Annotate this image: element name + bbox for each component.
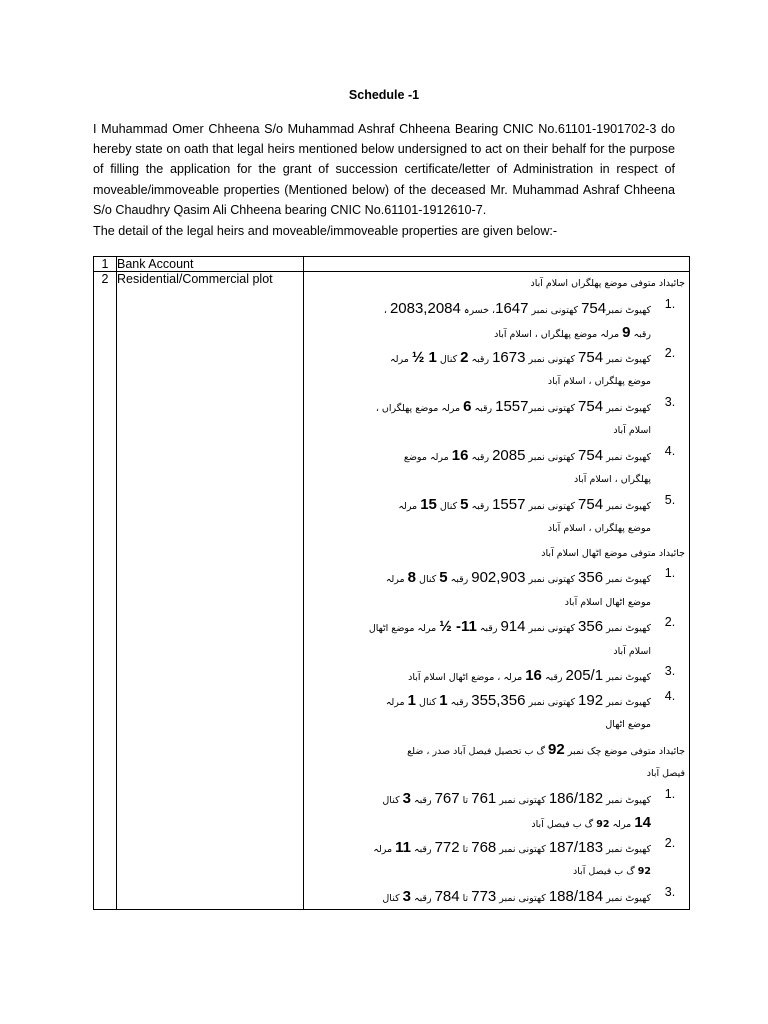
item-line: کھیوٹ نمبر 192 کھتونی نمبر 355,356 رقبہ 1 کنال 1 مرلہ bbox=[385, 691, 651, 709]
item-number: 4. bbox=[664, 443, 676, 458]
section-heading-cont: فیصل آباد bbox=[646, 768, 685, 779]
list-item bbox=[304, 395, 689, 444]
intro-paragraph: I Muhammad Omer Chheena S/o Muhammad Ashraf Chheena Bearing CNIC No.61101-1901702-3 do hereby state on oath that legal heirs mentioned below undersigned to act on their behalf for the purpose of filling the application for the grant of succession certificate/letter of Administration in respect of moveable/immoveable properties (Mentioned below) of the deceased Mr. Muhammad Ashraf Chheena S/o Chaudhry Qasim Ali Chheena bearing CNIC No.61101-1912610-7. bbox=[93, 122, 675, 217]
item-number: 1. bbox=[664, 296, 676, 311]
item-line: کھیوٹ نمبر 186/182 کھتونی نمبر 761 تا 767 رقبہ 3 کنال bbox=[382, 789, 651, 807]
item-number: 1. bbox=[664, 566, 676, 580]
item-line: موضع پھلگراں ، اسلام آباد bbox=[547, 376, 651, 387]
section-heading: جائیداد متوفی موضع پھلگراں اسلام آباد bbox=[530, 278, 685, 289]
item-number: 5. bbox=[664, 492, 676, 507]
row-label: Bank Account bbox=[117, 257, 304, 272]
item-number: 3. bbox=[664, 884, 676, 899]
list-item bbox=[304, 787, 689, 836]
item-line: کھیوٹ نمبر 188/184 کھتونی نمبر 773 تا 784 رقبہ 3 کنال bbox=[382, 887, 651, 905]
item-line: اسلام آباد bbox=[613, 645, 651, 657]
list-item bbox=[304, 664, 689, 689]
document-title: Schedule -1 bbox=[348, 88, 420, 102]
item-line: موضع اٹھال bbox=[605, 719, 651, 730]
item-line: رقبہ 9 مرلہ موضع پھلگراں ، اسلام آباد bbox=[494, 324, 651, 341]
section-heading: جائیداد متوفی موضع اٹھال اسلام آباد bbox=[541, 547, 685, 559]
item-number: 2. bbox=[664, 835, 676, 850]
list-item bbox=[304, 836, 689, 885]
item-line: کھیوٹ نمبر 187/183 کھتونی نمبر 768 تا 772 رقبہ 11 مرلہ bbox=[373, 838, 651, 856]
row-number: 1 bbox=[94, 257, 117, 272]
item-line: کھیوٹ نمبر 754 کھتونی نمبر 1673 رقبہ 2 کنال 1 ½ مرلہ bbox=[390, 348, 651, 366]
detail-line: The detail of the legal heirs and moveable/immoveable properties are given below:- bbox=[93, 224, 558, 238]
row-number: 2 bbox=[94, 272, 117, 910]
item-number: 3. bbox=[664, 394, 676, 409]
item-number: 4. bbox=[664, 688, 676, 703]
item-line: کھیوٹ نمبر 754 کھتونی نمبر1557 رقبہ 6 مرلہ موضع پھلگراں ، bbox=[375, 397, 651, 415]
item-line: کھیوٹ نمبر 754 کھتونی نمبر 1557 رقبہ 5 کنال 15 مرلہ bbox=[398, 495, 651, 513]
item-number: 2. bbox=[664, 345, 676, 360]
item-line: 14 مرلہ 92 گ ب فیصل آباد bbox=[531, 814, 651, 831]
item-line: کھیوٹ نمبر754 کھتونی نمبر 1647، خسرہ 2083,2084 ، bbox=[383, 299, 651, 317]
item-line: پھلگراں ، اسلام آباد bbox=[574, 474, 651, 485]
item-line: 92 گ ب فیصل آباد bbox=[572, 866, 651, 877]
urdu-property-details bbox=[304, 272, 690, 910]
item-line: کھیوٹ نمبر 356 کھتونی نمبر 902,903 رقبہ 5 کنال 8 مرلہ bbox=[385, 569, 651, 586]
list-item bbox=[304, 297, 689, 346]
item-line: کھیوٹ نمبر 356 کھتونی نمبر 914 رقبہ 11- ½ مرلہ موضع اٹھال bbox=[368, 618, 651, 635]
row-label: Residential/Commercial plot bbox=[117, 272, 304, 910]
item-line: کھیوٹ نمبر 754 کھتونی نمبر 2085 رقبہ 16 مرلہ موضع bbox=[403, 446, 651, 464]
table-row bbox=[94, 257, 690, 272]
urdu-block bbox=[304, 272, 689, 909]
item-line: موضع پھلگراں ، اسلام آباد bbox=[547, 523, 651, 534]
list-item bbox=[304, 689, 689, 738]
section-heading: جائیداد متوفی موضع چک نمبر 92 گ ب تحصیل فیصل آباد صدر ، ضلع bbox=[407, 740, 685, 758]
item-line: کھیوٹ نمبر 205/1 رقبہ 16 مرلہ ، موضع اٹھال اسلام آباد bbox=[408, 667, 651, 684]
list-item bbox=[304, 885, 689, 910]
row-content bbox=[304, 257, 690, 272]
list-item bbox=[304, 493, 689, 542]
item-line: موضع اٹھال اسلام آباد bbox=[564, 596, 651, 608]
item-number: 1. bbox=[664, 786, 676, 801]
properties-table bbox=[93, 256, 690, 910]
item-number: 3. bbox=[664, 664, 676, 678]
item-number: 2. bbox=[664, 615, 676, 629]
list-item bbox=[304, 566, 689, 615]
list-item bbox=[304, 615, 689, 664]
list-item bbox=[304, 444, 689, 493]
table-row bbox=[94, 272, 690, 910]
item-line: اسلام آباد bbox=[613, 425, 651, 436]
list-item bbox=[304, 346, 689, 395]
